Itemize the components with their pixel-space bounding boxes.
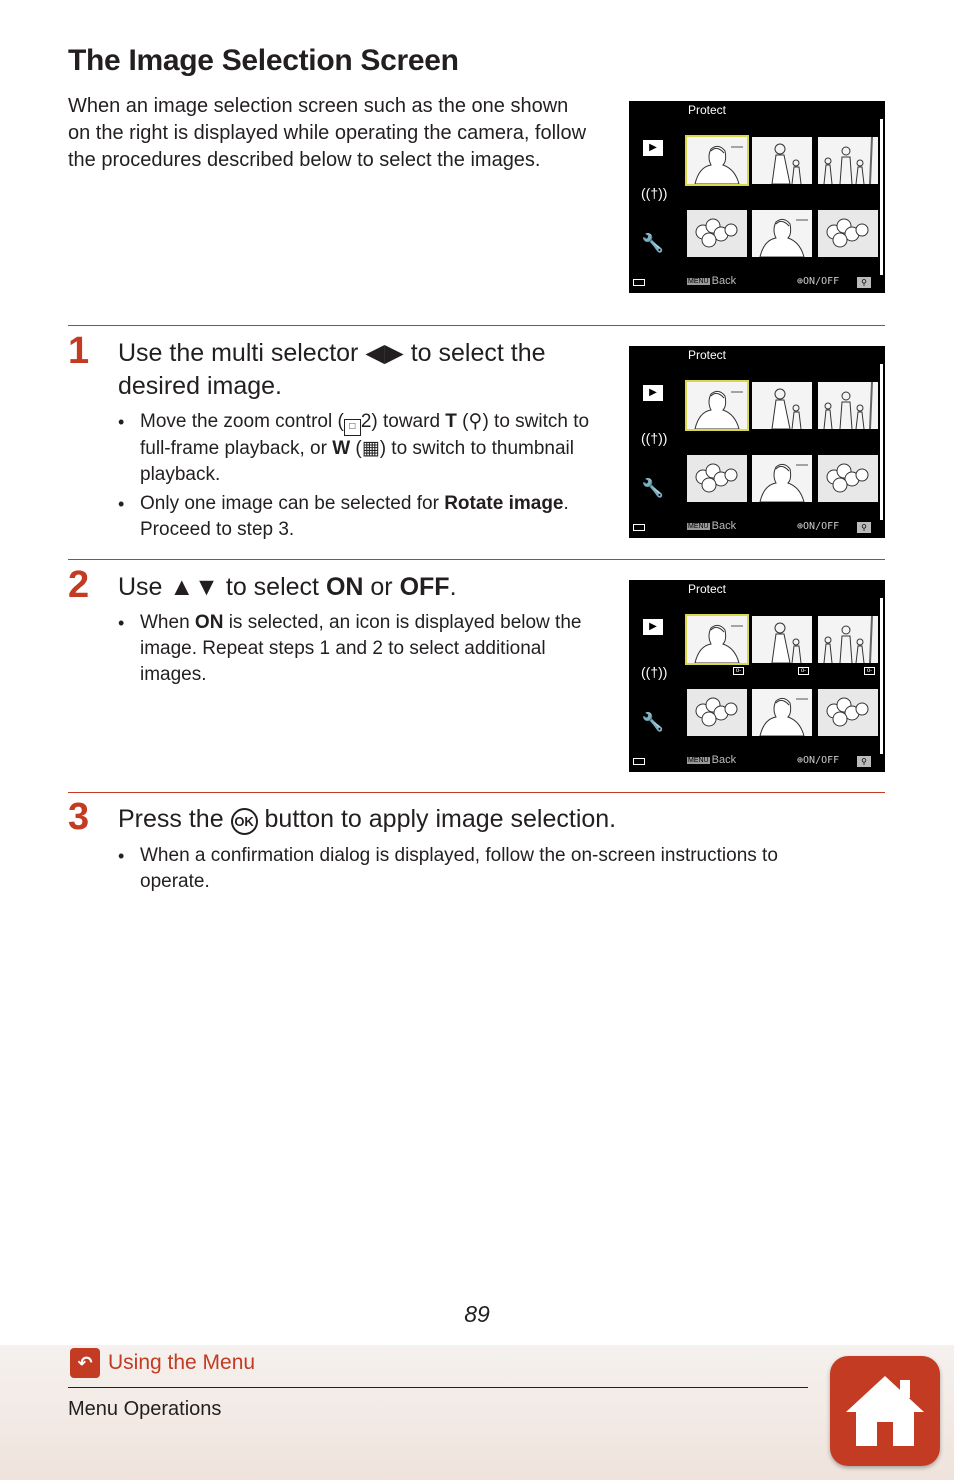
screen-header: Protect [688, 582, 727, 596]
section-divider [68, 559, 885, 560]
step-heading [118, 337, 598, 403]
section-divider [68, 325, 885, 326]
bullet-item: • When a confirmation dialog is displayed, follow the on-screen instructions to operate. [118, 843, 838, 895]
wrench-icon: 🔧 [641, 712, 665, 732]
magnify-icon: ⚲ [468, 411, 483, 432]
side-menu-bar [629, 346, 679, 538]
image-thumbnail[interactable] [818, 455, 878, 502]
step-number: 3 [68, 796, 90, 838]
onoff-hint: ⊕ON/OFF [797, 521, 840, 532]
heading-text: to select the desired image. [118, 339, 546, 400]
side-menu-bar [629, 580, 679, 772]
multi-selector-icon: ⊕ [797, 521, 804, 532]
protect-key-icon: o- [798, 667, 809, 675]
wireless-icon: ((†)) [641, 430, 668, 446]
breadcrumb[interactable] [70, 1348, 255, 1378]
zoom-icon: ⚲ [857, 522, 871, 533]
step-number: 2 [68, 564, 90, 606]
up-down-arrows-icon: ▲▼ [169, 573, 219, 601]
camera-screen-preview [629, 101, 885, 293]
intro-text: When an image selection screen such as the one shown on the right is displayed while operating the camera, follow the procedures described below to select the images. [68, 95, 587, 171]
step-heading: Press the OK button to apply image selection. [118, 805, 617, 833]
ok-button-icon: OK [231, 808, 258, 835]
wireless-icon: ((†)) [641, 664, 668, 680]
image-thumbnail[interactable] [687, 689, 747, 736]
zoom-t-label: T [445, 411, 457, 432]
heading-text: Use the multi selector [118, 339, 359, 367]
page-number: 89 [464, 1301, 490, 1327]
image-thumbnail[interactable] [752, 382, 812, 429]
step-bullets [118, 610, 588, 691]
image-thumbnail[interactable] [752, 689, 812, 736]
wireless-icon: ((†)) [641, 185, 668, 201]
playback-icon: ▶ [641, 137, 665, 156]
image-thumbnail[interactable] [687, 455, 747, 502]
camera-screen-step2 [629, 580, 885, 772]
image-thumbnail[interactable] [752, 210, 812, 257]
image-thumbnail[interactable] [818, 382, 878, 429]
image-thumbnail[interactable] [752, 137, 812, 184]
scrollbar[interactable] [880, 598, 883, 754]
menu-button-icon: MENU [688, 278, 709, 285]
home-icon[interactable] [844, 1370, 926, 1452]
battery-icon [633, 279, 645, 286]
image-thumbnail[interactable] [818, 616, 878, 663]
bullet-item: • Only one image can be selected for Rotate image. Proceed to step 3. [118, 491, 596, 543]
image-thumbnail[interactable] [687, 382, 747, 429]
home-button[interactable] [830, 1356, 940, 1466]
wrench-icon: 🔧 [641, 478, 665, 498]
camera-screen-step1 [629, 346, 885, 538]
footer-divider [68, 1387, 808, 1388]
battery-icon [633, 758, 645, 765]
step-bullets [118, 409, 596, 546]
zoom-icon: ⚲ [857, 277, 871, 288]
thumbnail-icon: ▦ [361, 438, 380, 459]
bullet-item: • When ON is selected, an icon is displayed below the image. Repeat steps 1 and 2 to select additional images. [118, 610, 588, 688]
multi-selector-icon: ⊕ [797, 276, 804, 287]
step-heading: Use ▲▼ to select ON or OFF. [118, 573, 457, 601]
step-bullets [118, 843, 838, 898]
scrollbar[interactable] [880, 119, 883, 275]
playback-icon: ▶ [641, 616, 665, 635]
bullet-item: • Move the zoom control ( □ 2) toward T (⚲) to switch to full-frame playback, or W (▦) to switch to thumbnail playback. [118, 409, 596, 488]
back-hint: MENU Back [688, 275, 737, 287]
left-right-arrows-icon: ◀▶ [365, 339, 404, 367]
zoom-icon: ⚲ [857, 756, 871, 767]
image-thumbnail[interactable] [818, 210, 878, 257]
onoff-hint: ⊕ON/OFF [797, 755, 840, 766]
back-hint: MENU Back [688, 520, 737, 532]
image-thumbnail[interactable] [818, 137, 878, 184]
image-thumbnail[interactable] [818, 689, 878, 736]
menu-button-icon: MENU [688, 757, 709, 764]
breadcrumb-subsection: Menu Operations [68, 1398, 222, 1420]
image-thumbnail[interactable] [752, 455, 812, 502]
breadcrumb-link-using-menu[interactable]: Using the Menu [108, 1351, 256, 1374]
image-thumbnail[interactable] [687, 137, 747, 184]
side-menu-bar [629, 101, 679, 293]
step-number: 1 [68, 330, 90, 372]
zoom-w-label: W [332, 438, 351, 459]
section-divider [68, 792, 885, 793]
image-thumbnail[interactable] [752, 616, 812, 663]
protect-key-icon: o- [864, 667, 875, 675]
screen-header: Protect [688, 348, 727, 362]
scrollbar[interactable] [880, 364, 883, 520]
playback-icon: ▶ [641, 382, 665, 401]
back-arrow-icon[interactable]: ↶ [70, 1348, 100, 1378]
multi-selector-icon: ⊕ [797, 755, 804, 766]
menu-button-icon: MENU [688, 523, 709, 530]
screen-header: Protect [688, 103, 727, 117]
protect-key-icon: o- [733, 667, 744, 675]
battery-icon [633, 524, 645, 531]
back-hint: MENU Back [688, 754, 737, 766]
wrench-icon: 🔧 [641, 233, 665, 253]
book-ref-icon: □ [344, 419, 361, 436]
image-thumbnail[interactable] [687, 210, 747, 257]
page-title: The Image Selection Screen [68, 44, 459, 77]
onoff-hint: ⊕ON/OFF [797, 276, 840, 287]
image-thumbnail[interactable] [687, 616, 747, 663]
